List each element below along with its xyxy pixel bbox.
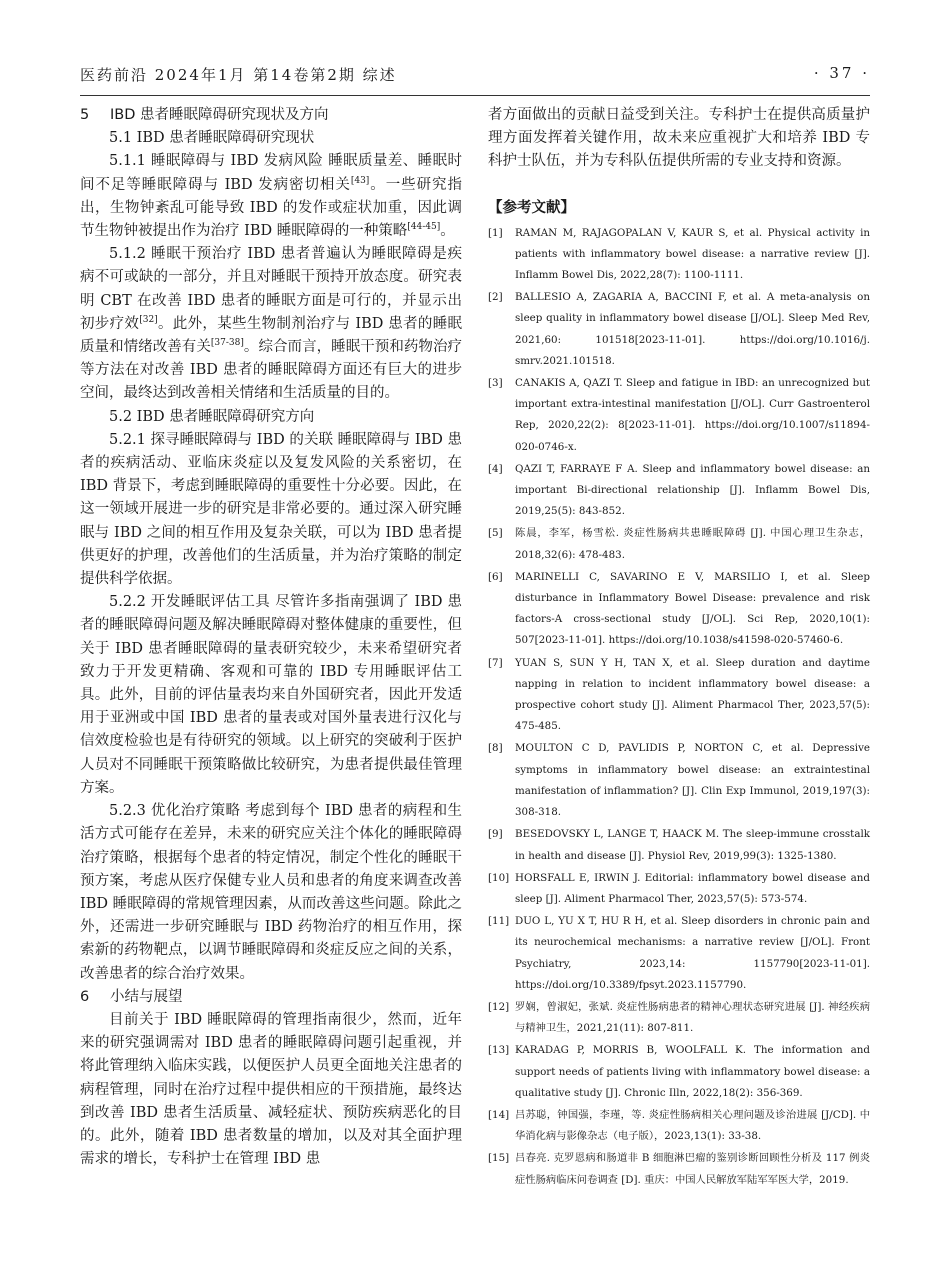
section-title: IBD 患者睡眠障碍研究现状及方向 [110,107,329,123]
reference-item [488,1040,870,1104]
reference-text: 罗娴，曾淑妃，张斌. 炎症性肠病患者的精神心理状态研究进展 [J]. 神经疾病与精神卫生，2021,21(11): 807-811. [515,1000,870,1035]
reference-number: [13] [488,1044,510,1057]
right-column [488,104,870,1192]
paragraph-5-1-1: 5.1.1 睡眠障碍与 IBD 发病风险 睡眠质量差、睡眠时间不足等睡眠障碍与 IBD 发病密切相关[43]。一些研究指出，生物钟紊乱可能导致 IBD 的发作或症状加重，因此调节生物钟被提出作为治疗 IBD 睡眠障碍的一种策略[44-45]。 [80,153,462,240]
reference-item [488,824,870,866]
reference-item [488,459,870,523]
reference-item [488,868,870,910]
reference-text: 吕春亮. 克罗恩病和肠道非 B 细胞淋巴瘤的鉴别诊断回顾性分析及 117 例炎症性肠病临床问卷调查 [D]. 重庆：中国人民解放军陆军军医大学，2019. [515,1152,870,1186]
section-number: 5 [80,107,90,123]
reference-text: QAZI T, FARRAYE F A. Sleep and inflammatory bowel disease: an important Bi-directional relationship [J]. Inflamm Bowel Dis, 2019,25(5): 843-852. [515,462,870,518]
reference-item [488,997,870,1039]
reference-number: [12] [488,1000,510,1013]
section-title: 小结与展望 [110,988,183,1005]
reference-number: [6] [488,570,503,583]
reference-number: [15] [488,1152,510,1165]
reference-list [488,223,870,1191]
reference-text: HORSFALL E, IRWIN J. Editorial: inflammatory bowel disease and sleep [J]. Aliment Pharmacol Ther, 2023,57(5): 573-574. [515,871,870,905]
reference-item [488,653,870,738]
section-number: 6 [80,988,90,1005]
paragraph-5-2-3: 5.2.3 优化治疗策略 考虑到每个 IBD 患者的病程和生活方式可能存在差异，未来的研究应关注个体化的睡眠障碍治疗策略，根据每个患者的特定情况，制定个性化的睡眠干预方案，考虑从医疗保健专业人员和患者的角度来调查改善 IBD 睡眠障碍的常规管理因素，从而改善这些问题。除此之外，还需进一步研究睡眠与 IBD 药物治疗的相互作用，探索新的药物靶点，以调节睡眠障碍和炎症反应之间的关系，改善患者的综合治疗效果。 [80,803,462,982]
reference-item [488,287,870,372]
reference-text: KARADAG P, MORRIS B, WOOLFALL K. The information and support needs of patients living with inflammatory bowel disease: a qualitative study [J]. Chronic Illn, 2022,18(2): 356-369. [515,1044,870,1099]
reference-item [488,223,870,287]
reference-text: YUAN S, SUN Y H, TAN X, et al. Sleep duration and daytime napping in relation to incident inflammatory bowel disease: a prospective cohort study [J]. Aliment Pharmacol Ther, 2023,57(5): 475-485. [515,656,870,733]
reference-text: BESEDOVSKY L, LANGE T, HAACK M. The sleep-immune crosstalk in health and disease [J]. Physiol Rev, 2019,99(3): 1325-1380. [515,828,870,862]
reference-text: RAMAN M, RAJAGOPALAN V, KAUR S, et al. Physical activity in patients with inflammatory bowel disease: a narrative review [J]. Inflamm Bowel Dis, 2022,28(7): 1100-1111. [515,226,870,282]
reference-number: [4] [488,462,503,475]
reference-number: [14] [488,1108,510,1121]
journal-info: 医药前沿 2024年1月 第14卷第2期 综述 [80,66,397,84]
reference-text: 吕苏聪，钟国强，李瑾，等. 炎症性肠病相关心理问题及诊治进展 [J/CD]. 中华消化病与影像杂志（电子版），2023,13(1): 33-38. [515,1108,870,1143]
reference-item [488,373,870,458]
running-header [80,64,870,90]
reference-number: [3] [488,377,503,390]
section-5-1-heading: 5.1 IBD 患者睡眠障碍研究现状 [109,130,315,147]
reference-number: [9] [488,828,503,841]
paragraph-5-2-1: 5.2.1 探寻睡眠障碍与 IBD 的关联 睡眠障碍与 IBD 患者的疾病活动、亚临床炎症以及复发风险的关系密切，在 IBD 背景下，考虑到睡眠障碍的重要性十分必要。因此，在这一领域开展进一步的研究是非常必要的。通过深入研究睡眠与 IBD 之间的相互作用及复杂关联，可以为 IBD 患者提供更好的护理，改善他们的生活质量，并为治疗策略的制定提供科学依据。 [80,431,462,588]
reference-number: [7] [488,656,503,669]
reference-item [488,523,870,565]
reference-text: CANAKIS A, QAZI T. Sleep and fatigue in IBD: an unrecognized but important extra-intestinal manifestation [J/OL]. Curr Gastroenterol Rep, 2020,22(2): 8[2023-11-01]. https://doi.org/10.1007/s11894-020-0746-x. [515,377,870,453]
reference-item [488,1148,870,1190]
reference-text: BALLESIO A, ZAGARIA A, BACCINI F, et al. A meta-analysis on sleep quality in inflammatory bowel disease [J/OL]. Sleep Med Rev, 2021,60: 101518[2023-11-01]. https://doi.org/10.1016/j. smrv.2021.101518. [515,291,870,367]
paragraph-continued: 者方面做出的贡献日益受到关注。专科护士在提供高质量护理方面发挥着关键作用，故未来应重视扩大和培养 IBD 专科护士队伍，并为专科队伍提供所需的专业支持和资源。 [488,107,870,170]
reference-text: 陈晨，李军，杨雪松. 炎症性肠病共患睡眠障碍 [J]. 中国心理卫生杂志，2018,32(6): 478-483. [515,527,870,561]
left-column [80,104,462,1171]
reference-number: [1] [488,226,503,239]
reference-text: MOULTON C D, PAVLIDIS P, NORTON C, et al. Depressive symptoms in inflammatory bowel disease: an extraintestinal manifestation of inflammation? [J]. Clin Exp Immunol, 2019,197(3): 308-318. [515,742,870,819]
reference-text: MARINELLI C, SAVARINO E V, MARSILIO I, et al. Sleep disturbance in Inflammatory Bowel Disease: prevalence and risk factors-A cross-sectional study [J/OL]. Sci Rep, 2020,10(1): 507[2023-11-01]. https://doi.org/10.1038/s41598-020-57460-6. [515,570,870,647]
paragraph-5-1-2: 5.1.2 睡眠干预治疗 IBD 患者普遍认为睡眠障碍是疾病不可或缺的一部分，并且对睡眠干预持开放态度。研究表明 CBT 在改善 IBD 患者的睡眠方面是可行的，并显示出初步疗效[32]。此外，某些生物制剂治疗与 IBD 患者的睡眠质量和情绪改善有关[37-38]。综合而言，睡眠干预和药物治疗等方法在对改善 IBD 患者的睡眠障碍方面还有巨大的进步空间，最终达到改善相关情绪和生活质量的目的。 [80,246,463,402]
citation: [37-38] [210,338,244,349]
reference-number: [2] [488,291,503,304]
references-heading: 【参考文献】 [488,199,575,216]
section-5-heading [80,104,462,127]
citation: [32] [139,315,158,325]
reference-item [488,567,870,652]
paragraph-5-2-2: 5.2.2 开发睡眠评估工具 尽管许多指南强调了 IBD 患者的睡眠障碍问题及解决睡眠障碍对整体健康的重要性，但关于 IBD 患者睡眠障碍的量表研究较少，未来希望研究者致力于开发更精确、客观和可靠的 IBD 专用睡眠评估工具。此外，目前的评估量表均来自外国研究者，因此开发适用于亚洲或中国 IBD 患者的量表或对国外量表进行汉化与信效度检验也是有待研究的领域。以上研究的突破利于医护人员对不同睡眠干预策略做比较研究，为患者提供最佳管理方案。 [80,594,462,796]
header-rule [80,95,870,96]
citation: [44-45] [407,222,441,233]
reference-item [488,738,870,823]
reference-text: DUO L, YU X T, HU R H, et al. Sleep disorders in chronic pain and its neurochemical mechanisms: a narrative review [J/OL]. Front Psychiatry, 2023,14: 1157790[2023-11-01]. https://doi.org/10.3389/fpsyt.2023.1157790. [515,915,870,991]
section-5-2-heading: 5.2 IBD 患者睡眠障碍研究方向 [109,408,315,425]
paragraph-6: 目前关于 IBD 睡眠障碍的管理指南很少，然而，近年来的研究强调需对 IBD 患者的睡眠障碍问题引起重视，并将此管理纳入临床实践，以便医护人员更全面地关注患者的病程管理，同时在治疗过程中提供相应的干预措施，最终达到改善 IBD 患者生活质量、减轻症状、预防疾病恶化的目的。此外，随着 IBD 患者数量的增加，以及对其全面护理需求的增长，专科护士在管理 IBD 患 [80,1011,462,1168]
reference-number: [11] [488,915,510,928]
reference-number: [10] [488,871,510,884]
reference-item [488,1105,870,1147]
section-6-heading [80,986,462,1009]
reference-number: [8] [488,742,503,755]
reference-number: [5] [488,527,503,540]
page-number: · 37 · [813,64,870,82]
reference-item [488,911,870,996]
citation: [43] [350,175,370,186]
